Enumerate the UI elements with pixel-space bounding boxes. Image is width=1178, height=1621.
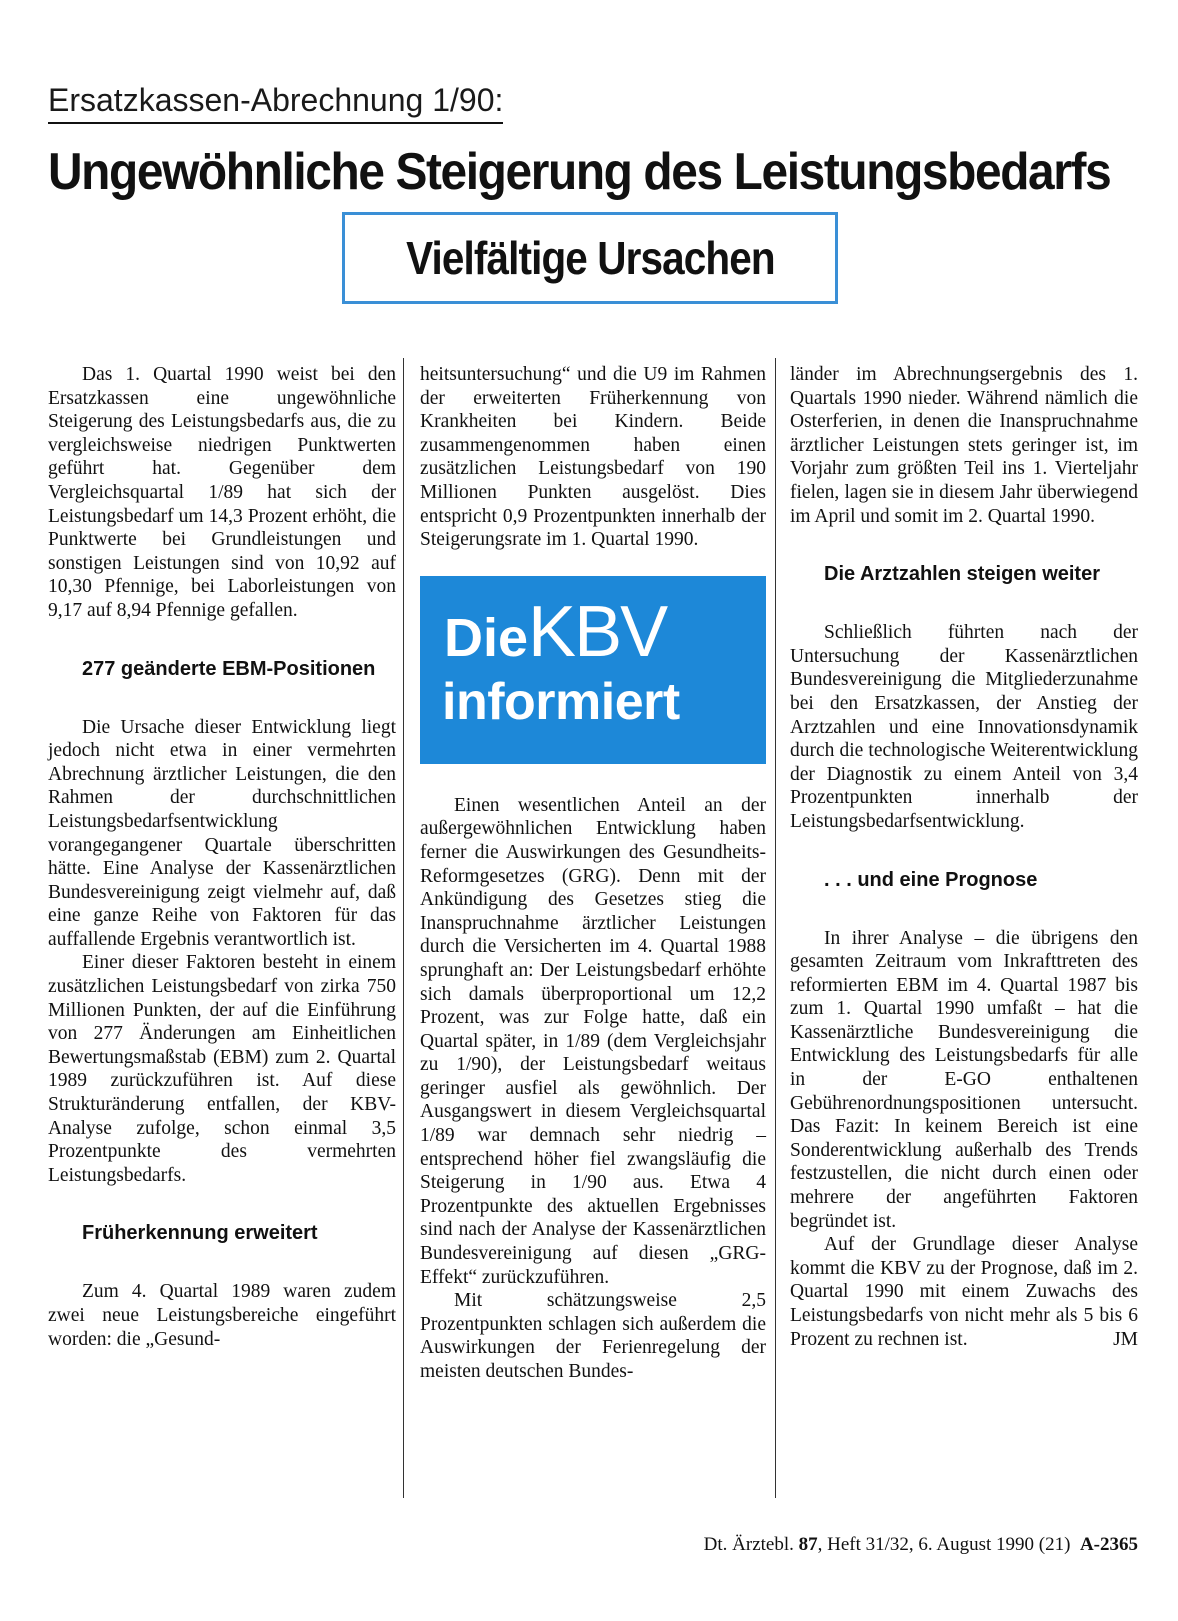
paragraph: Die Ursache dieser Entwicklung liegt jedoch nicht etwa in einer vermehrten Abrechnung ärztlicher Leistungen, die den Rahmen der durchschnittlichen Leistungsbedarfsentwicklung vorangegangener Quartale überschritten hätte. Eine Analyse der Kassenärztlichen Bundesvereinigung zeigt vielmehr auf, daß eine ganze Reihe von Faktoren für das auffallende Ergebnis verantwortlich ist. xyxy=(48,716,396,950)
paragraph: Mit schätzungsweise 2,5 Prozentpunkten schlagen sich außerdem die Auswirkungen der Ferienregelung der meisten deutschen Bundes- xyxy=(420,1290,766,1382)
page-number: A-2365 xyxy=(1079,1534,1138,1555)
subhead: Die Arztzahlen steigen weiter xyxy=(824,563,1100,586)
author-signature: JM xyxy=(1113,1328,1138,1350)
kicker: Ersatzkassen-Abrechnung 1/90: xyxy=(48,80,503,124)
column-1 xyxy=(48,363,396,1351)
subheadline-box xyxy=(342,212,838,304)
column-rule xyxy=(775,358,776,1498)
paragraph: Schließlich führten nach der Untersuchung der Kassenärztlichen Bundesvereinigung die Mitgliederzunahme bei den Ersatzkassen, der Anstieg der Arztzahlen und eine Innovationsdynamik durch die technologische Weiterentwicklung der Diagnostik zu einem Anteil von 3,4 Prozentpunkten innerhalb der Leistungsbedarfsentwicklung. xyxy=(790,622,1138,832)
column-3 xyxy=(790,363,1138,1351)
kbv-logo xyxy=(420,576,766,764)
subhead: Früherkennung erweitert xyxy=(82,1222,318,1245)
paragraph: In ihrer Analyse – die übrigens den gesamten Zeitraum vom Inkrafttreten des reformierten EBM im 4. Quartal 1987 bis zum 1. Quartal 1990 umfaßt – hat die Kassenärztliche Bundesvereinigung die Entwicklung des Leistungsbedarfs für alle in der E-GO enthaltenen Gebührenordnungspositionen untersucht. Das Fazit: In keinem Bereich ist eine Sonderentwicklung außerhalb des Trends festzustellen, die nicht durch einen oder mehrere der angeführten Faktoren begründet ist. xyxy=(790,927,1138,1232)
paragraph: Einer dieser Faktoren besteht in einem zusätzlichen Leistungsbedarf von zirka 750 Millionen Punkten, der auf die Einführung von 277 Änderungen am Einheitlichen Bewertungsmaßstab (EBM) zum 2. Quartal 1989 zurückzuführen ist. Auf diese Strukturänderung entfallen, der KBV-Analyse zufolge, schon einmal 3,5 Prozentpunkte des vermehrten Leistungsbedarfs. xyxy=(48,952,396,1186)
subhead: . . . und eine Prognose xyxy=(824,868,1038,891)
paragraph: heitsuntersuchung“ und die U9 im Rahmen der erweiterten Früherkennung von Krankheiten bei Kindern. Beide zusammengenommen haben einen zusätzlichen Leistungsbedarf von 190 Millionen Punkten ausgelöst. Dies entspricht 0,9 Prozentpunkten innerhalb der Steigerungsrate im 1. Quartal 1990. xyxy=(420,364,766,551)
paragraph-text: Auf der Grundlage dieser Analyse kommt die KBV zu der Prognose, daß im 2. Quartal 1990 mit einem Zuwachs des Leistungsbedarfs von nicht mehr als 5 bis 6 Prozent zu rechnen ist. xyxy=(790,1234,1138,1350)
paragraph: Einen wesentlichen Anteil an der außergewöhnlichen Entwicklung haben ferner die Auswirkungen des Gesundheits-Reformgesetzes (GRG). Denn mit der Ankündigung des Gesetzes stieg die Inanspruchnahme ärztlicher Leistungen durch die Versicherten im 4. Quartal 1988 sprunghaft an: Der Leistungsbedarf erhöhte sich damals überproportional um 12,2 Prozent, was zur Folge hatte, daß ein Quartal später, in 1/89 (dem Vergleichsjahr zu 1/90), der Leistungsbedarf weitaus geringer ausfiel als gewöhnlich. Der Ausgangswert in diesem Vergleichsquartal 1/89 war demnach sehr niedrig – entsprechend höher fiel zwangsläufig die Steigerung in 1/90 aus. Etwa 4 Prozentpunkte des aktuellen Ergebnisses sind nach der Analyse der Kassenärztlichen Bundesvereinigung auf diesen „GRG-Effekt“ zurückzuführen. xyxy=(420,794,766,1288)
subheadline: Vielfältige Ursachen xyxy=(405,232,775,284)
headline: Ungewöhnliche Steigerung des Leistungsbedarfs xyxy=(48,143,1111,201)
paragraph: Das 1. Quartal 1990 weist bei den Ersatzkassen eine ungewöhnliche Steigerung des Leistungsbedarfs aus, die zu vergleichsweise niedrigen Punktwerten geführt hat. Gegenüber dem Vergleichsquartal 1/89 hat sich der Leistungsbedarf um 14,3 Prozent erhöht, die Punktwerte bei Grundleistungen und sonstigen Leistungen sind von 10,92 auf 10,30 Pfennige, bei Laborleistungen von 9,17 auf 8,94 Pfennige gefallen. xyxy=(48,364,396,621)
journal-volume: 87 xyxy=(798,1534,818,1555)
paragraph: länder im Abrechnungsergebnis des 1. Quartals 1990 nieder. Während nämlich die Osterferien, in denen die Inanspruchnahme ärztlicher Leistungen stets geringer ist, im Vorjahr zum größten Teil ins 1. Vierteljahr fielen, lagen sie in diesem Jahr überwiegend im April und somit im 2. Quartal 1990. xyxy=(790,364,1138,527)
kbv-logo-informiert: informiert xyxy=(442,672,680,731)
page-footer xyxy=(614,1534,1138,1556)
kbv-logo-die: Die xyxy=(444,607,529,668)
kbv-logo-line1 xyxy=(444,591,667,672)
subhead: 277 geänderte EBM-Positionen xyxy=(82,657,376,680)
paragraph: Zum 4. Quartal 1989 waren zudem zwei neue Leistungsbereiche eingeführt worden: die „Gesund- xyxy=(48,1281,396,1350)
journal-issue: , Heft 31/32, 6. August 1990 (21) xyxy=(817,1534,1071,1555)
kbv-logo-kbv: KBV xyxy=(528,591,667,672)
journal-name: Dt. Ärztebl. xyxy=(703,1534,794,1555)
paragraph xyxy=(790,1233,1138,1351)
column-rule xyxy=(403,358,404,1498)
column-2 xyxy=(420,363,766,1384)
